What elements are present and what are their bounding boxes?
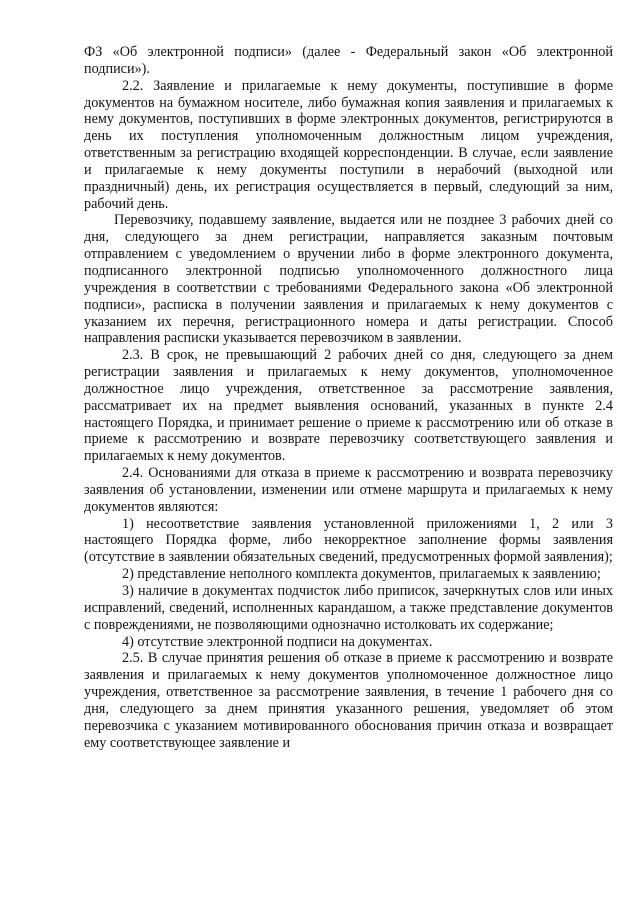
list-item-1: 1) несоответствие заявления установленной приложениями 1, 2 или 3 настоящего Порядка форме, либо некорректное заполнение формы заявления (отсутствие в заявлении обязательных сведений, предусмотренных формой заявления); (84, 515, 613, 566)
document-body (84, 44, 613, 751)
paragraph-2-4: 2.4. Основаниями для отказа в приеме к рассмотрению и возврата перевозчику заявления об установлении, изменении или отмене маршрута и прилагаемых к нему документов являются: (84, 465, 613, 515)
list-item-3: 3) наличие в документах подчисток либо приписок, зачеркнутых слов или иных исправлений, сведений, исполненных карандашом, а также представление документов с повреждениями, не позволяющими однозначно истолковать их содержание; (84, 583, 613, 633)
list-item-4: 4) отсутствие электронной подписи на документах. (122, 633, 433, 650)
paragraph-2-5: 2.5. В случае принятия решения об отказе в приеме к рассмотрению и возврате заявления и прилагаемых к нему документов уполномоченное должностное лицо учреждения, ответственное за рассмотрение заявления, в течение 1 рабочего дня со дня, следующего за днем принятия указанного решения, уведомляет об этом перевозчика с указанием мотивированного обоснования причин отказа и возвращает ему соответствующее заявление и (84, 650, 613, 751)
paragraph-law-reference: ФЗ «Об электронной подписи» (далее - Федеральный закон «Об электронной подписи»). (84, 44, 613, 77)
paragraph-receipt: Перевозчику, подавшему заявление, выдается или не позднее 3 рабочих дней со дня, следующего за днем регистрации, направляется заказным почтовым отправлением с уведомлением о вручении либо в форме электронного документа, подписанного электронной подписью уполномоченного должностного лица учреждения в соответствии с требованиями Федерального закона «Об электронной подписи», расписка в получении заявления и прилагаемых к нему документов с указанием их перечня, регистрационного номера и даты регистрации. Способ направления расписки указывается перевозчиком в заявлении. (84, 212, 613, 347)
paragraph-2-3: 2.3. В срок, не превышающий 2 рабочих дней со дня, следующего за днем регистрации заявления и прилагаемых к нему документов, уполномоченное должностное лицо учреждения, ответственное за рассмотрение заявления, рассматривает их на предмет выявления оснований, указанных в пункте 2.4 настоящего Порядка, и принимает решение о приеме к рассмотрению или об отказе в приеме к рассмотрению и возврате перевозчику соответствующего заявления и прилагаемых к нему документов. (84, 347, 613, 465)
list-item-2: 2) представление неполного комплекта документов, прилагаемых к заявлению; (122, 566, 601, 583)
paragraph-2-2: 2.2. Заявление и прилагаемые к нему документы, поступившие в форме документов на бумажном носителе, либо бумажная копия заявления и прилагаемых к нему документов, поступивших в форме электронных документов, регистрируются в день их поступления уполномоченным должностным лицом учреждения, ответственным за регистрацию входящей корреспонденции. В случае, если заявление и прилагаемые к нему документы поступили в нерабочий (выходной или праздничный) день, их регистрация осуществляется в первый, следующий за ним, рабочий день. (84, 77, 613, 212)
